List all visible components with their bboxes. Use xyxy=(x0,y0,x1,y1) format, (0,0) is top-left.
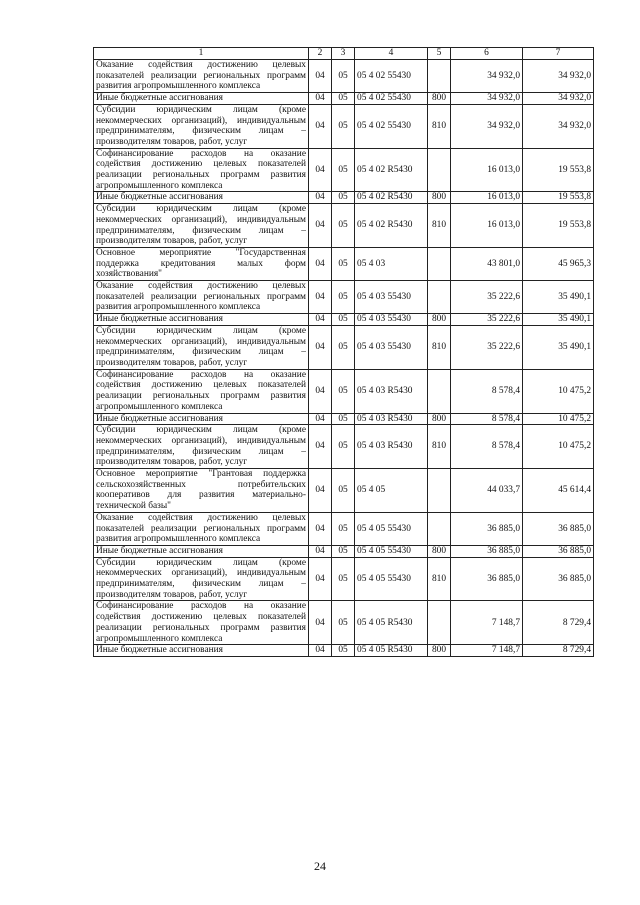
subsection-cell: 05 xyxy=(332,325,355,369)
target-article-cell: 05 4 02 55430 xyxy=(355,104,428,148)
expense-type-cell: 800 xyxy=(428,192,451,204)
row-name-cell: Иные бюджетные ассигнования xyxy=(94,645,309,657)
expense-type-cell: 810 xyxy=(428,557,451,601)
amount-year2-cell: 34 932,0 xyxy=(523,104,594,148)
table-row xyxy=(94,60,594,93)
subsection-cell: 05 xyxy=(332,469,355,513)
amount-year2-cell: 36 885,0 xyxy=(523,545,594,557)
table-row xyxy=(94,512,594,545)
amount-year2-cell: 35 490,1 xyxy=(523,314,594,326)
expense-type-cell: 800 xyxy=(428,413,451,425)
target-article-cell: 05 4 05 55430 xyxy=(355,557,428,601)
amount-year2-cell: 19 553,8 xyxy=(523,204,594,248)
expense-type-cell xyxy=(428,60,451,93)
section-cell: 04 xyxy=(309,281,332,314)
section-cell: 04 xyxy=(309,93,332,105)
amount-year1-cell: 34 932,0 xyxy=(451,104,523,148)
section-cell: 04 xyxy=(309,413,332,425)
table-row xyxy=(94,192,594,204)
amount-year1-cell: 36 885,0 xyxy=(451,545,523,557)
section-cell: 04 xyxy=(309,314,332,326)
amount-year1-cell: 16 013,0 xyxy=(451,204,523,248)
amount-year2-cell: 10 475,2 xyxy=(523,369,594,413)
amount-year1-cell: 36 885,0 xyxy=(451,512,523,545)
target-article-cell: 05 4 02 R5430 xyxy=(355,148,428,192)
amount-year2-cell: 45 614,4 xyxy=(523,469,594,513)
row-name-cell: Софинансирование расходов на оказание содействия достижению целевых показателей реализации региональных программ развития агропромышленного комплекса xyxy=(94,148,309,192)
target-article-cell: 05 4 05 xyxy=(355,469,428,513)
table-header-row xyxy=(94,48,594,60)
subsection-cell: 05 xyxy=(332,512,355,545)
row-name-cell: Иные бюджетные ассигнования xyxy=(94,93,309,105)
row-name-cell: Оказание содействия достижению целевых показателей реализации региональных программ развития агропромышленного комплекса xyxy=(94,281,309,314)
table-row xyxy=(94,469,594,513)
table-row xyxy=(94,281,594,314)
row-name-cell: Иные бюджетные ассигнования xyxy=(94,413,309,425)
subsection-cell: 05 xyxy=(332,60,355,93)
column-header: 1 xyxy=(94,48,309,60)
amount-year2-cell: 19 553,8 xyxy=(523,148,594,192)
target-article-cell: 05 4 03 R5430 xyxy=(355,425,428,469)
target-article-cell: 05 4 05 R5430 xyxy=(355,601,428,645)
amount-year1-cell: 8 578,4 xyxy=(451,425,523,469)
expense-type-cell: 800 xyxy=(428,645,451,657)
amount-year1-cell: 35 222,6 xyxy=(451,281,523,314)
section-cell: 04 xyxy=(309,369,332,413)
row-name-cell: Субсидии юридическим лицам (кроме некоммерческих организаций), индивидуальным предпринимателям, физическим лицам – производителям товаров, работ, услуг xyxy=(94,204,309,248)
target-article-cell: 05 4 03 R5430 xyxy=(355,369,428,413)
row-name-cell: Субсидии юридическим лицам (кроме некоммерческих организаций), индивидуальным предпринимателям, физическим лицам – производителям товаров, работ, услуг xyxy=(94,104,309,148)
subsection-cell: 05 xyxy=(332,314,355,326)
section-cell: 04 xyxy=(309,645,332,657)
subsection-cell: 05 xyxy=(332,413,355,425)
table-row xyxy=(94,425,594,469)
target-article-cell: 05 4 02 55430 xyxy=(355,60,428,93)
section-cell: 04 xyxy=(309,545,332,557)
amount-year1-cell: 35 222,6 xyxy=(451,325,523,369)
subsection-cell: 05 xyxy=(332,148,355,192)
expense-type-cell: 800 xyxy=(428,314,451,326)
row-name-cell: Оказание содействия достижению целевых показателей реализации региональных программ развития агропромышленного комплекса xyxy=(94,60,309,93)
amount-year1-cell: 16 013,0 xyxy=(451,148,523,192)
section-cell: 04 xyxy=(309,512,332,545)
amount-year1-cell: 43 801,0 xyxy=(451,247,523,280)
amount-year2-cell: 10 475,2 xyxy=(523,413,594,425)
amount-year1-cell: 16 013,0 xyxy=(451,192,523,204)
expense-type-cell: 810 xyxy=(428,425,451,469)
table-row xyxy=(94,413,594,425)
amount-year1-cell: 35 222,6 xyxy=(451,314,523,326)
subsection-cell: 05 xyxy=(332,247,355,280)
table-row xyxy=(94,601,594,645)
amount-year1-cell: 8 578,4 xyxy=(451,413,523,425)
column-header: 3 xyxy=(332,48,355,60)
row-name-cell: Иные бюджетные ассигнования xyxy=(94,314,309,326)
column-header: 6 xyxy=(451,48,523,60)
amount-year2-cell: 35 490,1 xyxy=(523,325,594,369)
subsection-cell: 05 xyxy=(332,192,355,204)
amount-year1-cell: 36 885,0 xyxy=(451,557,523,601)
section-cell: 04 xyxy=(309,601,332,645)
table-row xyxy=(94,325,594,369)
target-article-cell: 05 4 05 55430 xyxy=(355,545,428,557)
subsection-cell: 05 xyxy=(332,281,355,314)
expense-type-cell xyxy=(428,369,451,413)
target-article-cell: 05 4 02 R5430 xyxy=(355,192,428,204)
target-article-cell: 05 4 02 55430 xyxy=(355,93,428,105)
subsection-cell: 05 xyxy=(332,645,355,657)
section-cell: 04 xyxy=(309,557,332,601)
row-name-cell: Основное мероприятие "Грантовая поддержка сельскохозяйственных потребительских кооперативов для развития материально-технической базы" xyxy=(94,469,309,513)
row-name-cell: Софинансирование расходов на оказание содействия достижению целевых показателей реализации региональных программ развития агропромышленного комплекса xyxy=(94,369,309,413)
table-row xyxy=(94,104,594,148)
row-name-cell: Основное мероприятие "Государственная поддержка кредитования малых форм хозяйствования" xyxy=(94,247,309,280)
table-row xyxy=(94,204,594,248)
target-article-cell: 05 4 03 R5430 xyxy=(355,413,428,425)
column-header: 5 xyxy=(428,48,451,60)
section-cell: 04 xyxy=(309,204,332,248)
column-header: 2 xyxy=(309,48,332,60)
expense-type-cell xyxy=(428,469,451,513)
amount-year2-cell: 45 965,3 xyxy=(523,247,594,280)
expense-type-cell xyxy=(428,148,451,192)
amount-year2-cell: 10 475,2 xyxy=(523,425,594,469)
expense-type-cell: 810 xyxy=(428,204,451,248)
subsection-cell: 05 xyxy=(332,204,355,248)
subsection-cell: 05 xyxy=(332,104,355,148)
row-name-cell: Субсидии юридическим лицам (кроме некоммерческих организаций), индивидуальным предпринимателям, физическим лицам – производителям товаров, работ, услуг xyxy=(94,325,309,369)
row-name-cell: Субсидии юридическим лицам (кроме некоммерческих организаций), индивидуальным предпринимателям, физическим лицам – производителям товаров, работ, услуг xyxy=(94,425,309,469)
target-article-cell: 05 4 03 55430 xyxy=(355,281,428,314)
amount-year2-cell: 34 932,0 xyxy=(523,93,594,105)
expense-type-cell: 800 xyxy=(428,93,451,105)
subsection-cell: 05 xyxy=(332,601,355,645)
amount-year1-cell: 34 932,0 xyxy=(451,60,523,93)
expense-type-cell: 810 xyxy=(428,104,451,148)
target-article-cell: 05 4 03 55430 xyxy=(355,314,428,326)
target-article-cell: 05 4 02 R5430 xyxy=(355,204,428,248)
section-cell: 04 xyxy=(309,104,332,148)
subsection-cell: 05 xyxy=(332,425,355,469)
target-article-cell: 05 4 03 55430 xyxy=(355,325,428,369)
amount-year2-cell: 8 729,4 xyxy=(523,601,594,645)
amount-year2-cell: 36 885,0 xyxy=(523,557,594,601)
expense-type-cell xyxy=(428,601,451,645)
expense-type-cell xyxy=(428,247,451,280)
amount-year1-cell: 44 033,7 xyxy=(451,469,523,513)
expense-type-cell: 800 xyxy=(428,545,451,557)
subsection-cell: 05 xyxy=(332,557,355,601)
amount-year2-cell: 8 729,4 xyxy=(523,645,594,657)
target-article-cell: 05 4 03 xyxy=(355,247,428,280)
column-header: 4 xyxy=(355,48,428,60)
section-cell: 04 xyxy=(309,60,332,93)
row-name-cell: Оказание содействия достижению целевых показателей реализации региональных программ развития агропромышленного комплекса xyxy=(94,512,309,545)
row-name-cell: Иные бюджетные ассигнования xyxy=(94,545,309,557)
amount-year1-cell: 7 148,7 xyxy=(451,645,523,657)
amount-year2-cell: 19 553,8 xyxy=(523,192,594,204)
subsection-cell: 05 xyxy=(332,93,355,105)
table-row xyxy=(94,93,594,105)
section-cell: 04 xyxy=(309,148,332,192)
row-name-cell: Субсидии юридическим лицам (кроме некоммерческих организаций), индивидуальным предпринимателям, физическим лицам – производителям товаров, работ, услуг xyxy=(94,557,309,601)
subsection-cell: 05 xyxy=(332,369,355,413)
table-row xyxy=(94,545,594,557)
table-row xyxy=(94,369,594,413)
budget-table xyxy=(93,47,594,657)
row-name-cell: Софинансирование расходов на оказание содействия достижению целевых показателей реализации региональных программ развития агропромышленного комплекса xyxy=(94,601,309,645)
target-article-cell: 05 4 05 R5430 xyxy=(355,645,428,657)
subsection-cell: 05 xyxy=(332,545,355,557)
table-row xyxy=(94,645,594,657)
section-cell: 04 xyxy=(309,247,332,280)
table-body xyxy=(94,60,594,657)
target-article-cell: 05 4 05 55430 xyxy=(355,512,428,545)
table-row xyxy=(94,247,594,280)
table-row xyxy=(94,557,594,601)
expense-type-cell: 810 xyxy=(428,325,451,369)
expense-type-cell xyxy=(428,281,451,314)
section-cell: 04 xyxy=(309,469,332,513)
section-cell: 04 xyxy=(309,325,332,369)
table-row xyxy=(94,148,594,192)
amount-year2-cell: 36 885,0 xyxy=(523,512,594,545)
expense-type-cell xyxy=(428,512,451,545)
amount-year2-cell: 35 490,1 xyxy=(523,281,594,314)
section-cell: 04 xyxy=(309,192,332,204)
amount-year1-cell: 34 932,0 xyxy=(451,93,523,105)
column-header: 7 xyxy=(523,48,594,60)
amount-year2-cell: 34 932,0 xyxy=(523,60,594,93)
section-cell: 04 xyxy=(309,425,332,469)
table-row xyxy=(94,314,594,326)
page-number: 24 xyxy=(314,859,326,873)
row-name-cell: Иные бюджетные ассигнования xyxy=(94,192,309,204)
amount-year1-cell: 7 148,7 xyxy=(451,601,523,645)
amount-year1-cell: 8 578,4 xyxy=(451,369,523,413)
